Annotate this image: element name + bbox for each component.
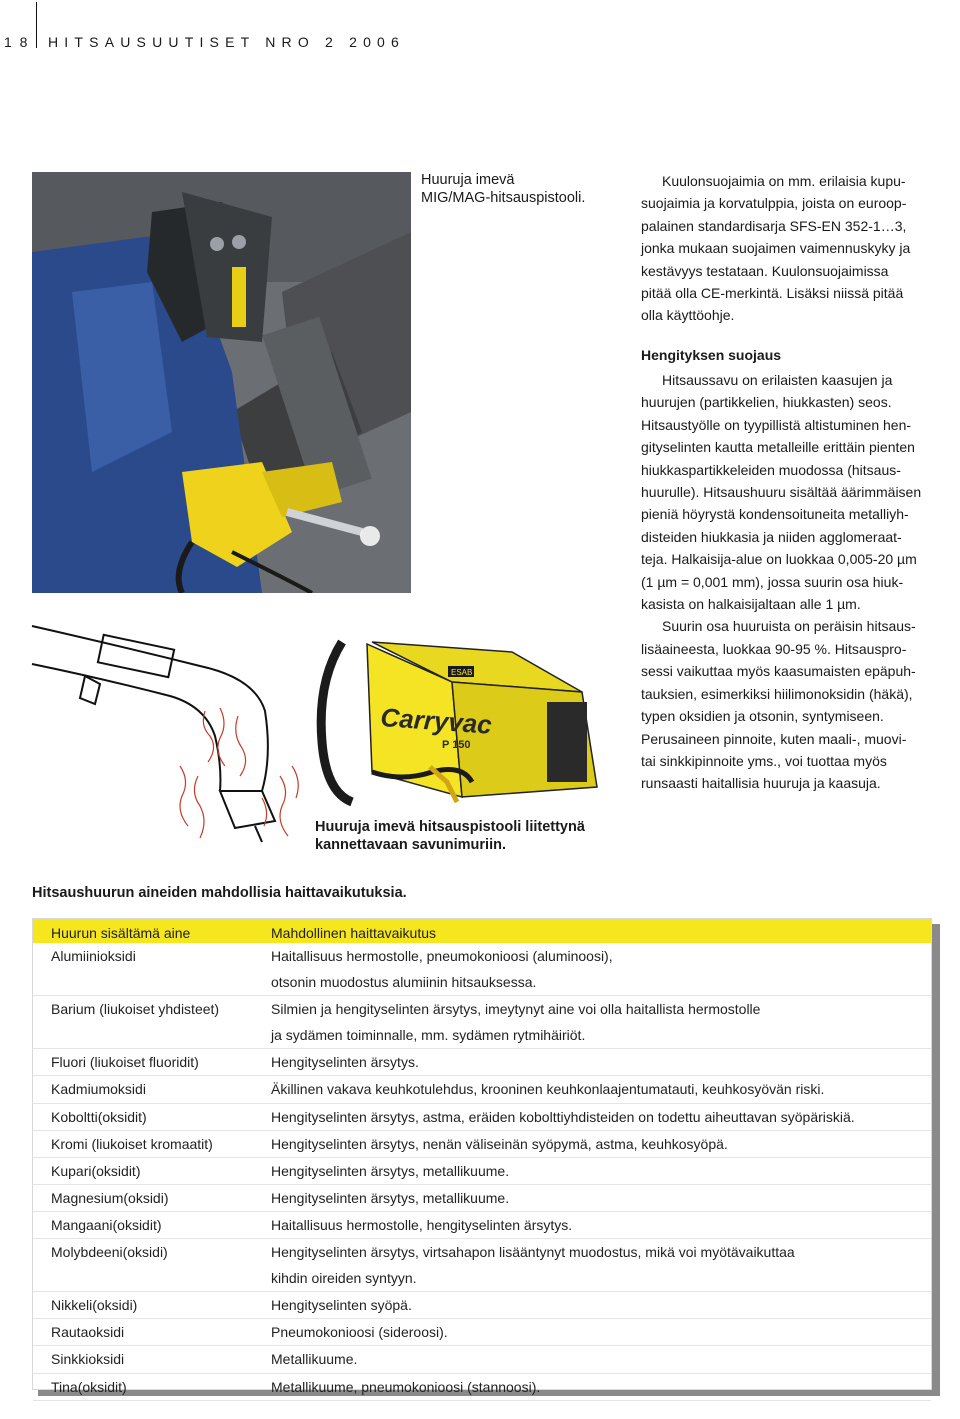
effect-line: Haitallisuus hermostolle, pneumokonioosi (aluminoosi), (271, 948, 613, 964)
effect-line: Hengityselinten ärsytys, nenän väliseinän syöpymä, astma, keuhkosyöpä. (271, 1135, 728, 1152)
table-row (33, 1374, 931, 1401)
text-line: tai sinkkipinnoite yms., voi tuottaa myös (641, 752, 887, 769)
unit-model-text: P 150 (442, 739, 471, 751)
intro-paragraph (641, 170, 933, 327)
text-line: sessi vaikuttaa myös kaasumaisten epäpuh- (641, 663, 916, 680)
caption-bottom-line: Huuruja imevä hitsauspistooli liitettynä (315, 819, 585, 835)
table-row (33, 1212, 931, 1239)
effect-line: Hengityselinten ärsytys, metallikuume. (271, 1162, 510, 1179)
caption-bottom (315, 818, 585, 854)
header-rule (36, 2, 37, 48)
table-row (33, 1158, 931, 1185)
table-row (33, 996, 931, 1049)
effect-cell (271, 1239, 921, 1291)
table-row (33, 1239, 931, 1292)
effect-cell (271, 1212, 921, 1238)
substance-cell: Barium (liukoiset yhdisteet) (51, 1001, 220, 1018)
text-line: Hitsaussavu on erilaisten kaasujen ja (662, 372, 893, 388)
table-row (33, 1346, 931, 1373)
text-line: typen oksidien ja otsonin, syntymiseen. (641, 708, 884, 725)
effect-line: ja sydämen toiminnalle, mm. sydämen rytmihäiriöt. (271, 1027, 586, 1044)
substance-cell: Tina(oksidit) (51, 1378, 127, 1395)
table-row (33, 1185, 931, 1212)
effect-line: Äkillinen vakava keuhkotulehdus, krooninen keuhkonlaajentumatauti, keuhkosyövän riski. (271, 1081, 825, 1098)
effect-line: Haitallisuus hermostolle, hengityselinten ärsytys. (271, 1216, 573, 1233)
substance-cell: Kromi (liukoiset kromaatit) (51, 1135, 213, 1152)
effect-cell (271, 1076, 921, 1102)
substance-cell: Rautaoksidi (51, 1324, 125, 1341)
welder-photo (32, 172, 411, 593)
substance-cell: Molybdeeni(oksidi) (51, 1244, 168, 1261)
effect-cell (271, 1158, 921, 1184)
table-row (33, 1319, 931, 1346)
text-line: runsaasti haitallisia huuruja ja kaasuja. (641, 775, 881, 792)
effect-line: Silmien ja hengityselinten ärsytys, imeytynyt aine voi olla haitallista hermostolle (271, 1001, 761, 1018)
substance-cell: Fluori (liukoiset fluoridit) (51, 1054, 199, 1071)
column-header-effect: Mahdollinen haittavaikutus (271, 925, 436, 941)
paragraph-1 (641, 369, 933, 615)
effect-cell (271, 1292, 921, 1318)
substance-cell: Kupari(oksidit) (51, 1162, 141, 1179)
effect-line: otsonin muodostus alumiinin hitsauksessa. (271, 974, 537, 991)
page-number: 1 8 (4, 34, 30, 50)
caption-top-line: MIG/MAG-hitsauspistooli. (421, 190, 586, 206)
text-line: palainen standardisarja SFS-EN 352-1…3, (641, 217, 907, 234)
substance-cell: Nikkeli(oksidi) (51, 1297, 138, 1314)
effect-line: Pneumokonioosi (sideroosi). (271, 1324, 448, 1341)
text-line: huurulle). Hitsaushuuru sisältää äärimmäisen (641, 484, 922, 501)
text-line: suojaimia ja korvatulppia, joista on euroop- (641, 195, 907, 212)
table-body (33, 943, 931, 1401)
effect-line: Hengityselinten syöpä. (271, 1297, 412, 1314)
text-line: Kuulonsuojaimia on mm. erilaisia kupu- (662, 173, 906, 189)
unit-logo-text: ESAB (451, 668, 473, 677)
effect-cell (271, 1104, 921, 1130)
text-line: kasista on halkaisijaltaan alle 1 µm. (641, 596, 861, 613)
text-line: gityselinten kautta metalleille erittäin pienten (641, 439, 915, 456)
effect-cell (271, 1346, 921, 1372)
substance-cell: Mangaani(oksidit) (51, 1216, 162, 1233)
table-header (33, 919, 931, 943)
effect-cell (271, 996, 921, 1048)
substance-cell: Kadmiumoksidi (51, 1081, 146, 1098)
text-line: kestävyys testataan. Kuulonsuojaimissa (641, 262, 889, 279)
effect-line: Hengityselinten ärsytys, virtsahapon lisääntynyt muodostus, mikä voi myötävaikuttaa (271, 1244, 795, 1261)
effect-cell (271, 1131, 921, 1157)
table-row (33, 943, 931, 996)
text-line: (1 µm = 0,001 mm), jossa suurin osa hiuk- (641, 573, 904, 590)
text-line: Suurin osa huuruista on peräisin hitsaus- (662, 618, 916, 635)
table-row (33, 1076, 931, 1103)
effect-cell (271, 1374, 921, 1400)
substance-cell: Magnesium(oksidi) (51, 1189, 169, 1206)
table-row (33, 1292, 931, 1319)
fume-extractor-photo (312, 622, 608, 808)
effect-line: Metallikuume. (271, 1351, 358, 1368)
effect-line: Hengityselinten ärsytys. (271, 1054, 419, 1071)
text-line: teja. Halkaisija-alue on luokkaa 0,005-20 µm (641, 551, 917, 568)
paragraph-2 (641, 615, 933, 794)
effect-line: kihdin oireiden syntyyn. (271, 1270, 417, 1287)
substance-cell: Koboltti(oksidit) (51, 1108, 147, 1125)
substance-cell: Alumiinioksidi (51, 948, 136, 964)
effect-line: Hengityselinten ärsytys, metallikuume. (271, 1189, 510, 1206)
table-title: Hitsaushuurun aineiden mahdollisia haittavaikutuksia. (32, 885, 407, 901)
welding-gun-diagram (30, 616, 308, 846)
text-line: pitää olla CE-merkintä. Lisäksi niissä pitää (641, 285, 904, 302)
caption-top-line: Huuruja imevä (421, 172, 515, 188)
text-line: Perusaineen pinnoite, kuten maali-, muovi- (641, 730, 907, 747)
effects-table (32, 918, 932, 1395)
text-line: hiukkaspartikkeleiden muodossa (hitsaus- (641, 461, 901, 478)
column-header-substance: Huurun sisältämä aine (51, 925, 191, 941)
text-line: olla käyttöohje. (641, 307, 735, 324)
effect-cell (271, 1319, 921, 1345)
table-row (33, 1049, 931, 1076)
effect-line: Hengityselinten ärsytys, astma, eräiden kobolttiyhdisteiden on todettu aiheuttavan syöpäriskiä. (271, 1108, 855, 1125)
caption-top (421, 171, 585, 207)
table-row (33, 1104, 931, 1131)
text-line: jonka mukaan suojaimen vaimennuskyky ja (641, 240, 911, 257)
text-line: disteiden hiukkasia ja niiden agglomeraat- (641, 528, 902, 545)
section-body (641, 369, 933, 795)
text-line: pieniä höyrystä kondensoituneita metalliyh- (641, 506, 909, 523)
section-heading: Hengityksen suojaus (641, 347, 782, 363)
text-line: Hitsaustyölle on tyypillistä altistuminen hen- (641, 416, 912, 433)
table-row (33, 1131, 931, 1158)
effect-cell (271, 1185, 921, 1211)
text-line: tauksien, esimerkiksi hiilimonoksidin (häkä), (641, 685, 913, 702)
effect-line: Metallikuume, pneumokonioosi (stannoosi). (271, 1378, 541, 1395)
substance-cell: Sinkkioksidi (51, 1351, 125, 1368)
effect-cell (271, 1049, 921, 1075)
unit-brand-text: Carryvac (379, 702, 493, 740)
text-line: lisäaineesta, luokkaa 90-95 %. Hitsauspro- (641, 640, 907, 657)
text-line: huurujen (partikkelien, hiukkasten) seos. (641, 394, 892, 411)
running-head: HITSAUSUUTISET NRO 2 2006 (48, 34, 406, 50)
effect-cell (271, 943, 921, 995)
caption-bottom-line: kannettavaan savunimuriin. (315, 837, 506, 853)
